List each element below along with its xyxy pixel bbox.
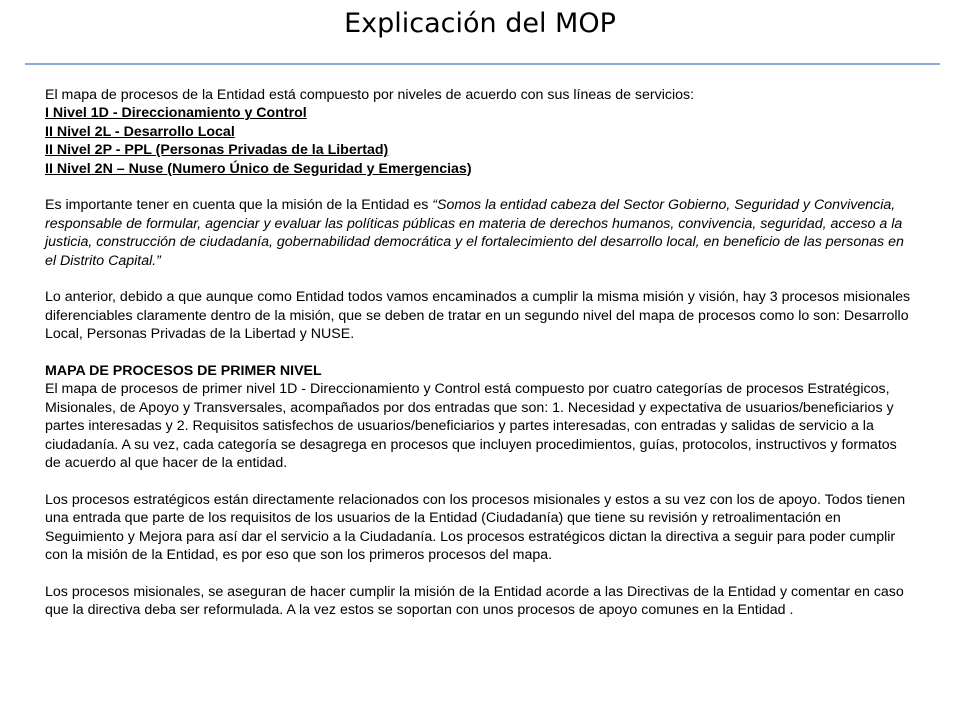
spacer — [45, 270, 915, 288]
first-level-paragraph: El mapa de procesos de primer nivel 1D - Direccionamiento y Control está compuesto por cuatro categorías de procesos Estratégicos, Misionales, de Apoyo y Transversales, acompañados por dos entradas que son: 1. Necesidad y expectativa de usuarios/beneficiarios y partes interesadas y 2. Requisitos satisfechos de usuarios/beneficiarios y partes interesadas, con entradas y salidas de servicio a la ciudadanía. A su vez, cada categoría se desagrega en procesos que incluyen procedimientos, guías, protocolos, instructivos y formatos de acuerdo al que hacer de la entidad. — [45, 381, 897, 472]
level-2l: II Nivel 2L - Desarrollo Local — [45, 123, 235, 140]
slide-body — [45, 86, 915, 620]
level-2n: II Nivel 2N – Nuse (Numero Único de Seguridad y Emergencias) — [45, 160, 472, 177]
mission-quote: “Somos la entidad cabeza del Sector Gobierno, Seguridad y Convivencia, responsable de formular, agenciar y evaluar las políticas públicas en materia de derechos humanos, convivencia, seguridad, acceso a la justicia, construcción de ciudadanía, gobernabilidad democrática y el fortalecimiento del desarrollo local, en beneficio de las personas en el Distrito Capital.” — [45, 197, 904, 269]
level-2p: II Nivel 2P - PPL (Personas Privadas de la Libertad) — [45, 142, 389, 159]
spacer — [45, 344, 915, 362]
slide-title: Explicación del MOP — [344, 8, 616, 39]
level-1d: I Nivel 1D - Direccionamiento y Control — [45, 105, 307, 122]
title-divider — [25, 63, 940, 65]
strategic-processes-paragraph: Los procesos estratégicos están directamente relacionados con los procesos misionales y estos a su vez con los de apoyo. Todos tienen una entrada que parte de los requisitos de los usuarios de la Entidad (Ciudadanía) que tiene su revisión y retroalimentación en Seguimiento y Mejora para así dar el servicio a la Ciudadanía. Los procesos estratégicos dictan la directiva a seguir para poder cumplir con la misión de la Entidad, es por eso que son los primeros procesos del mapa. — [45, 491, 906, 564]
first-level-heading: MAPA DE PROCESOS DE PRIMER NIVEL — [45, 363, 322, 380]
intro-text: El mapa de procesos de la Entidad está compuesto por niveles de acuerdo con sus líneas de servicios: — [45, 87, 695, 103]
spacer — [45, 565, 915, 583]
mission-processes-paragraph: Los procesos misionales, se aseguran de hacer cumplir la misión de la Entidad acorde a las Directivas de la Entidad y comentar en caso que la directiva deba ser reformulada. A la vez estos se soportan con unos procesos de apoyo comunes en la Entidad . — [45, 583, 904, 619]
spacer — [45, 472, 915, 490]
spacer — [45, 178, 915, 196]
mission-lead: Es importante tener en cuenta que la misión de la Entidad es — [45, 197, 433, 214]
mission-paragraph — [45, 196, 915, 270]
misional-processes-paragraph: Lo anterior, debido a que aunque como Entidad todos vamos encaminados a cumplir la misma misión y visión, hay 3 procesos misionales diferenciables claramente dentro de la misión, que se deben de tratar en un segundo nivel del mapa de procesos como lo son: Desarrollo Local, Personas Privadas de la Libertad y NUSE. — [45, 289, 911, 343]
